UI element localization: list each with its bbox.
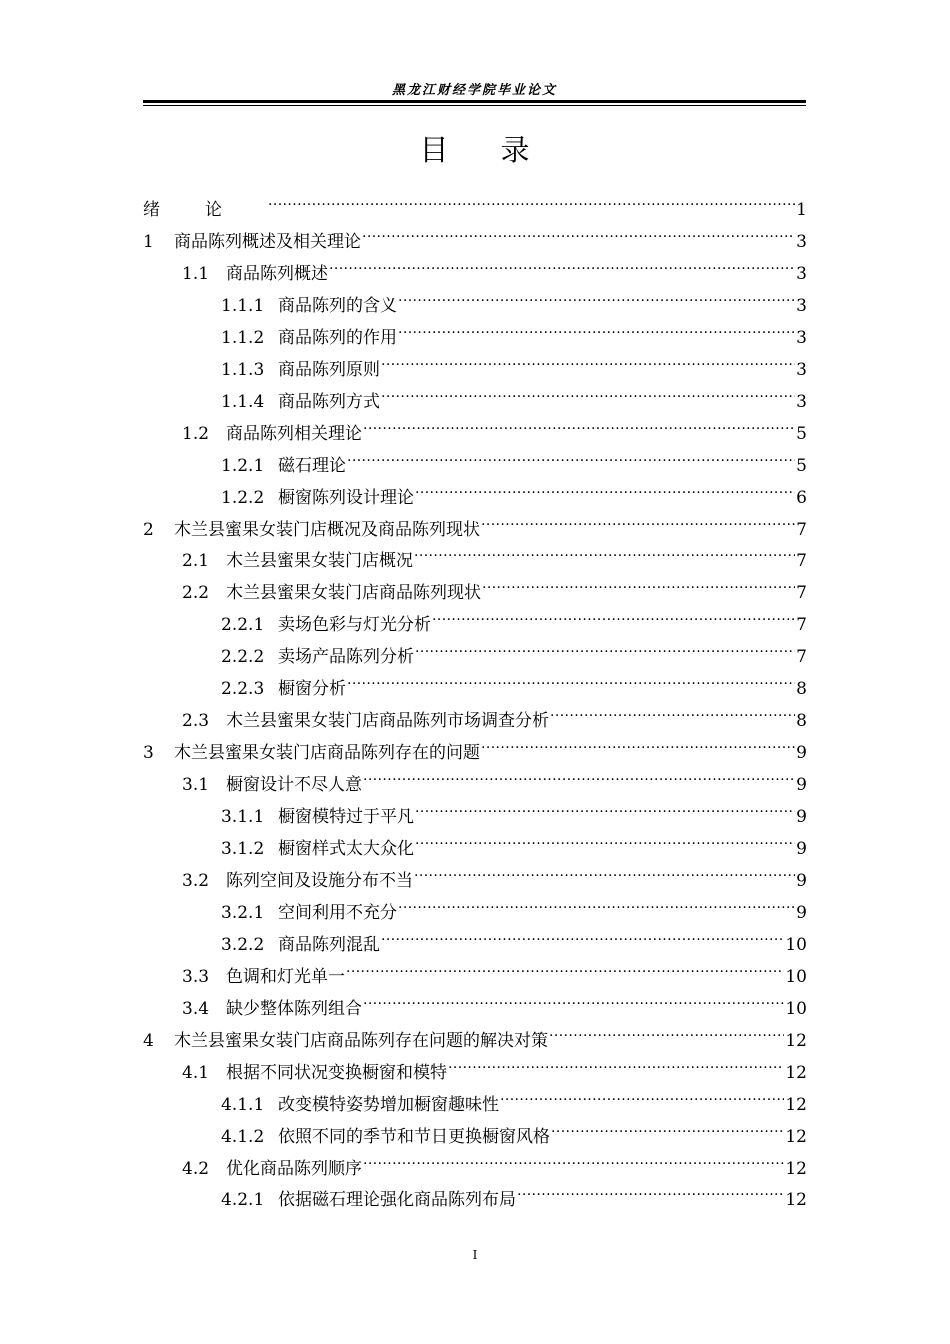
- toc-entry-label: 商品陈列概述及相关理论: [174, 231, 361, 252]
- toc-entry-label: 陈列空间及设施分布不当: [226, 870, 413, 891]
- toc-entry[interactable]: [143, 950, 807, 987]
- toc-entry-number: 3.1.2: [221, 839, 265, 859]
- toc-entry-page: 9: [796, 870, 807, 891]
- toc-entry-number: 1: [143, 231, 154, 252]
- toc-entry-page: 7: [796, 615, 807, 636]
- toc-entry-page: 7: [796, 551, 807, 572]
- toc-entry-page: 12: [785, 1030, 807, 1051]
- toc-dot-leader: [363, 1142, 784, 1174]
- toc-entry[interactable]: [143, 534, 807, 572]
- toc-entry-label: 木兰县蜜果女装门店概况: [226, 551, 413, 572]
- toc-entry-page: 10: [785, 998, 807, 1019]
- toc-entry-number: 3.3: [182, 966, 210, 987]
- toc-entry[interactable]: [143, 1078, 807, 1115]
- toc-entry-page: 12: [785, 1126, 807, 1147]
- toc-entry-page: 3: [796, 327, 807, 348]
- toc-dot-leader: [398, 279, 795, 311]
- toc-entry-page: 10: [785, 934, 807, 955]
- toc-entry-number: 3.2.2: [221, 934, 265, 955]
- toc-entry-number: 1.1.4: [221, 391, 265, 412]
- toc-entry-label: 木兰县蜜果女装门店商品陈列存在的问题: [174, 743, 480, 764]
- toc-entry-number: 1.1: [182, 263, 210, 284]
- toc-entry[interactable]: [143, 279, 807, 316]
- toc-entry-label: 商品陈列的含义: [278, 295, 397, 316]
- toc-dot-leader: [381, 375, 795, 407]
- toc-dot-leader: [414, 854, 795, 886]
- toc-dot-leader: [268, 183, 795, 215]
- toc-entry-page: 1: [796, 200, 807, 220]
- toc-entry[interactable]: [143, 726, 807, 764]
- toc-entry[interactable]: [143, 407, 807, 444]
- toc-entry-label: 木兰县蜜果女装门店商品陈列现状: [226, 583, 481, 604]
- toc-dot-leader: [415, 790, 795, 822]
- header-rule-thin: [143, 105, 806, 106]
- toc-entry-number: 3: [143, 743, 154, 764]
- toc-entry[interactable]: [143, 758, 807, 796]
- toc-entry-page: 9: [796, 807, 807, 828]
- toc-entry-page: 10: [785, 966, 807, 987]
- toc-entry-page: 3: [796, 231, 807, 252]
- toc-dot-leader: [414, 534, 795, 566]
- toc-dot-leader: [347, 662, 795, 694]
- toc-entry-number: 2.1: [182, 551, 210, 572]
- toc-dot-leader: [482, 566, 795, 598]
- toc-entry-number: 2.2.3: [221, 679, 265, 700]
- toc-entry-label: 绪论: [143, 200, 267, 220]
- toc-entry-page: 12: [785, 1062, 807, 1083]
- toc-entry-page: 5: [796, 423, 807, 444]
- toc-dot-leader: [363, 758, 795, 790]
- toc-entry-label: 依照不同的季节和节日更换橱窗风格: [278, 1126, 550, 1147]
- toc-entry[interactable]: [143, 183, 807, 220]
- toc-entry-number: 1.2: [182, 423, 210, 444]
- toc-entry-number: 2.2: [182, 583, 210, 604]
- toc-entry[interactable]: [143, 886, 807, 923]
- page-title: [143, 128, 806, 169]
- toc-entry[interactable]: [143, 439, 807, 476]
- toc-entry-page: 3: [796, 263, 807, 284]
- toc-entry-label: 橱窗陈列设计理论: [278, 487, 414, 508]
- toc-entry-label: 依据磁石理论强化商品陈列布局: [278, 1190, 516, 1211]
- toc-entry-page: 7: [796, 519, 807, 540]
- toc-entry-number: 3.1: [182, 775, 210, 796]
- toc-entry-page: 9: [796, 775, 807, 796]
- toc-entry-number: 1.1.2: [221, 327, 265, 348]
- toc-dot-leader: [517, 1173, 784, 1205]
- toc-dot-leader: [500, 1078, 784, 1110]
- toc-entry-number: 2.2.1: [221, 615, 265, 636]
- toc-dot-leader: [398, 886, 795, 918]
- toc-entry-page: 3: [796, 359, 807, 380]
- toc-entry-number: 2.3: [182, 711, 210, 732]
- toc-dot-leader: [415, 822, 795, 854]
- toc-entry-label: 缺少整体陈列组合: [226, 998, 362, 1019]
- toc-dot-leader: [347, 439, 795, 471]
- toc-entry-label: 木兰县蜜果女装门店商品陈列存在问题的解决对策: [174, 1030, 548, 1051]
- toc-dot-leader: [398, 311, 795, 343]
- toc-entry-number: 3.4: [182, 998, 210, 1019]
- toc-dot-leader: [381, 343, 795, 375]
- toc-entry-label: 橱窗分析: [278, 679, 346, 700]
- toc-entry[interactable]: [143, 598, 807, 636]
- toc-entry[interactable]: [143, 630, 807, 668]
- toc-entry-label: 商品陈列原则: [278, 359, 380, 380]
- toc-entry[interactable]: [143, 343, 807, 380]
- toc-entry-label: 色调和灯光单一: [226, 966, 345, 987]
- toc-entry[interactable]: [143, 503, 807, 540]
- toc-entry-number: 4: [143, 1030, 154, 1051]
- toc-entry-number: 4.1: [182, 1062, 210, 1083]
- page-number: I: [472, 1248, 478, 1262]
- toc-dot-leader: [448, 1046, 784, 1078]
- toc-entry[interactable]: [143, 375, 807, 412]
- toc-dot-leader: [481, 503, 795, 535]
- toc-entry-number: 3.2.1: [221, 902, 265, 923]
- toc-entry[interactable]: [143, 854, 807, 891]
- toc-entry-label: 橱窗设计不尽人意: [226, 775, 362, 796]
- toc-entry-label: 商品陈列概述: [226, 263, 328, 284]
- toc-entry-number: 4.1.1: [221, 1094, 265, 1115]
- toc-entry-label: 商品陈列相关理论: [226, 423, 362, 444]
- toc-entry-label: 根据不同状况变换橱窗和模特: [226, 1062, 447, 1083]
- toc-entry-page: 5: [796, 455, 807, 476]
- toc-dot-leader: [551, 1110, 784, 1142]
- toc-entry-number: 2: [143, 519, 154, 540]
- toc-entry-label: 木兰县蜜果女装门店概况及商品陈列现状: [174, 519, 480, 540]
- toc-entry-page: 8: [796, 679, 807, 700]
- toc-entry-label: 商品陈列混乱: [278, 934, 380, 955]
- toc-dot-leader: [481, 726, 795, 758]
- toc-entry-number: 4.2: [182, 1158, 210, 1179]
- toc-entry-page: 12: [785, 1158, 807, 1179]
- toc-entry-number: 3.2: [182, 870, 210, 891]
- toc-dot-leader: [362, 215, 795, 247]
- toc-dot-leader: [346, 950, 784, 982]
- toc-dot-leader: [415, 471, 795, 503]
- toc-entry-label: 磁石理论: [278, 455, 346, 476]
- toc-entry[interactable]: [143, 311, 807, 348]
- toc-entry-label: 优化商品陈列顺序: [226, 1158, 362, 1179]
- toc-entry-page: 9: [796, 839, 807, 859]
- toc-entry[interactable]: [143, 790, 807, 828]
- toc-entry-page: 9: [796, 743, 807, 764]
- page-title-left: 目: [419, 133, 449, 167]
- toc-entry-number: 4.1.2: [221, 1126, 265, 1147]
- toc-entry-label: 橱窗模特过于平凡: [278, 807, 414, 828]
- toc-dot-leader: [415, 630, 795, 662]
- toc-entry[interactable]: [143, 982, 807, 1019]
- toc-entry-number: 1.2.2: [221, 487, 265, 508]
- toc-entry-number: 1.2.1: [221, 455, 265, 476]
- toc-entry[interactable]: [143, 471, 807, 508]
- toc-entry-page: 6: [796, 487, 807, 508]
- toc-entry[interactable]: [143, 247, 807, 284]
- toc-entry-page: 7: [796, 583, 807, 604]
- toc-entry-label: 卖场产品陈列分析: [278, 647, 414, 668]
- toc-dot-leader: [329, 247, 795, 279]
- toc-entry[interactable]: [143, 918, 807, 955]
- toc-entry-label: 橱窗样式太大众化: [278, 839, 414, 859]
- toc-entry-number: 2.2.2: [221, 647, 265, 668]
- toc-entry[interactable]: [143, 1046, 807, 1083]
- header-rule-thick: [143, 100, 806, 103]
- toc-dot-leader: [550, 694, 795, 726]
- toc-entry-label: 改变模特姿势增加橱窗趣味性: [278, 1094, 499, 1115]
- toc-entry[interactable]: [143, 566, 807, 604]
- toc-dot-leader: [432, 598, 795, 630]
- toc-entry[interactable]: [143, 822, 807, 859]
- toc-entry-label: 商品陈列的作用: [278, 327, 397, 348]
- toc-entry-number: 3.1.1: [221, 807, 265, 828]
- toc-entry-page: 12: [785, 1190, 807, 1211]
- toc-entry[interactable]: [143, 1014, 807, 1051]
- toc-entry-label: 商品陈列方式: [278, 391, 380, 412]
- toc-entry-page: 3: [796, 391, 807, 412]
- toc-entry-page: 9: [796, 902, 807, 923]
- toc-dot-leader: [381, 918, 784, 950]
- toc-entry[interactable]: [143, 1142, 807, 1179]
- toc-entry-page: 3: [796, 295, 807, 316]
- toc-entry[interactable]: [143, 215, 807, 252]
- toc-dot-leader: [363, 407, 795, 439]
- toc-entry-label: 卖场色彩与灯光分析: [278, 615, 431, 636]
- toc-entry[interactable]: [143, 662, 807, 700]
- toc-dot-leader: [363, 982, 784, 1014]
- toc-entry-number: 1.1.1: [221, 295, 265, 316]
- toc-entry[interactable]: [143, 1110, 807, 1147]
- toc-entry-number: 4.2.1: [221, 1190, 265, 1211]
- toc-dot-leader: [549, 1014, 784, 1046]
- toc-entry-number: 1.1.3: [221, 359, 265, 380]
- toc-entry[interactable]: [143, 694, 807, 732]
- toc-entry-page: 7: [796, 647, 807, 668]
- toc-entry-label: 空间利用不充分: [278, 902, 397, 923]
- page-title-right: 录: [500, 133, 530, 167]
- toc-entry-label: 木兰县蜜果女装门店商品陈列市场调查分析: [226, 711, 549, 732]
- toc-entry[interactable]: [143, 1173, 807, 1211]
- toc-entry-page: 12: [785, 1094, 807, 1115]
- toc-entry-page: 8: [796, 711, 807, 732]
- running-header: 黑龙江财经学院毕业论文: [391, 83, 557, 98]
